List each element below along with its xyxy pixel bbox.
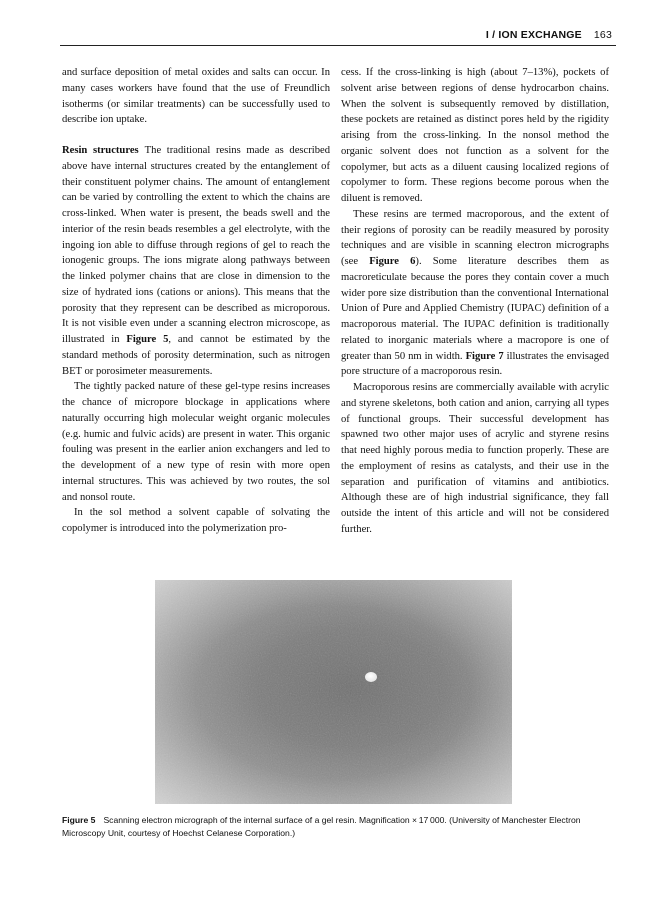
running-head <box>486 29 612 41</box>
page-number: 163 <box>593 29 612 41</box>
figure-reference[interactable]: Figure 6 <box>369 256 416 267</box>
figure-caption <box>62 814 618 840</box>
left-paragraph-4: In the sol method a solvent capable of solvating the copolymer is introduced into the polymerization pro- <box>62 507 330 534</box>
left-paragraph-2 <box>62 143 330 379</box>
section-title: I / ION EXCHANGE <box>485 29 582 41</box>
figure-label: Figure 5 <box>62 815 96 825</box>
electron-micrograph-image <box>155 580 512 804</box>
right-paragraph-3: Macroporous resins are commercially available with acrylic and styrene skeletons, both cation and anion, carrying all types of functional groups. Their successful development has spawned two other major uses of acrylic and styrene resins that need highly porous media to function properly. These are the employment of resins as catalysts, and their use in the separation and purification of vitamins and antibiotics. Although these are of high industrial significance, they fall outside the intent of this article and will not be considered further. <box>341 382 609 535</box>
micrograph-vignette <box>155 580 512 804</box>
right-paragraph-2 <box>341 207 609 380</box>
text-run: , and cannot be estimated by the standard methods of porosity determination, such as nitrogen BET or porosimeter measurements. <box>62 334 330 377</box>
section-heading: Resin structures <box>62 145 139 156</box>
figure-reference[interactable]: Figure 5 <box>126 334 169 345</box>
text-run: illustrates the envisaged pore structure of a macroporous resin. <box>341 350 610 378</box>
left-paragraph-3: The tightly packed nature of these gel-type resins increases the chance of micropore blockage in applications where naturally occurring high molecular weight organic molecules (e.g. humic and fulvic acids) are present in water. This organic fouling was present in the earlier anion exchangers and led to the development of a new type of resin with more open internal structures. This was achieved by two routes, the sol and nonsol route. <box>62 381 330 503</box>
caption-text: Scanning electron micrograph of the internal surface of a gel resin. Magnification × 17 000. (University of Manchester Electron Microscopy Unit, courtesy of Hoechst Celanese Corporation.) <box>62 815 581 838</box>
text-run: The traditional resins made as described above have internal structures created by the entanglement of their constituent polymer chains. The amount of entanglement can be varied by controlling the extent to which the chains are cross-linked. When water is present, the beads swell and the interior of the resin beads resembles a gel electrolyte, with the ingoing ion able to diffuse through regions of gel to reach the ionogenic groups. The ions migrate along pathways between the linked polymer chains that are close in dimension to the size of hydrated ions (cations or anions). This means that the porosity that they represent can be described as microporous. It is not visible even under a scanning electron microscope, as illustrated in <box>62 145 330 345</box>
right-column <box>341 65 609 538</box>
left-paragraph-1: and surface deposition of metal oxides and salts can occur. In many cases workers have found that the use of Freundlich isotherms (or similar treatments) can be successfully used to describe ion uptake. <box>62 67 330 126</box>
figure-reference[interactable]: Figure 7 <box>465 350 504 362</box>
right-paragraph-1: cess. If the cross-linking is high (about 7–13%), pockets of solvent arise between regions of dense hydrocarbon chains. When the solvent is subsequently removed by distillation, these pockets are retained as distinct pores held by the rigidity arising from the cross-linking. In the nonsol method the organic solvent does not function as a solvent for the copolymer, but acts as a diluent causing localized regions of copolymer to form. These regions become porous when the diluent is removed. <box>341 67 609 204</box>
header-rule <box>60 45 616 46</box>
text-run: These resins are termed macroporous, and the extent of their regions of porosity can be readily measured by porosity techniques and are visible in scanning electron micrographs (see <box>341 208 609 267</box>
text-run: ). Some literature describes them as macroreticulate because the pores they contain cover a much wider pore size distribution than the conventional International Union of Pure and Applied Chemistry (IUPAC) definition of a macroporous material. The IUPAC definition is traditionally related to inorganic materials where a macropore is one of greater than 50 nm in width. <box>341 256 609 362</box>
micrograph-svg <box>155 580 512 804</box>
left-column <box>62 65 330 537</box>
micrograph-particle <box>365 672 377 682</box>
